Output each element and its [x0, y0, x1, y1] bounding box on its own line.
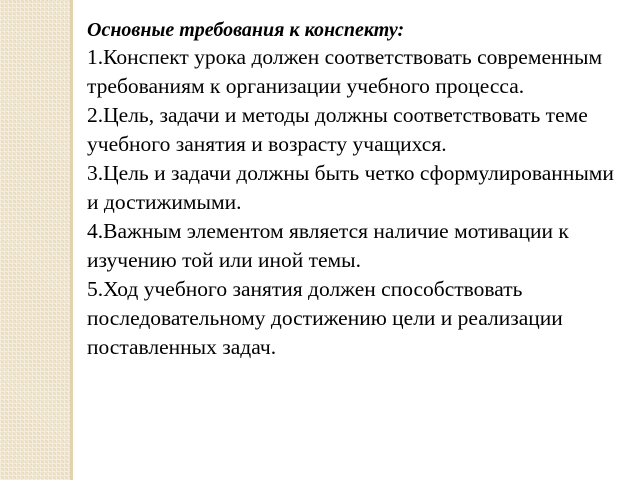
requirement-item-4: 4.Важным элементом является наличие мотивации к изучению той или иной темы.	[87, 219, 569, 272]
requirement-item-3: 3.Цель и задачи должны быть четко сформулированными и достижимыми.	[87, 161, 614, 214]
requirement-item-1: 1.Конспект урока должен соответствовать современным требованиям к организации учебного процесса.	[87, 45, 603, 98]
requirement-item-2: 2.Цель, задачи и методы должны соответствовать теме учебного занятия и возрасту учащихся.	[87, 103, 588, 156]
slide-content	[87, 18, 627, 362]
requirement-item-5: 5.Ход учебного занятия должен способствовать последовательному достижению цели и реализации поставленных задач.	[87, 277, 563, 359]
slide-heading: Основные требования к конспекту:	[87, 19, 405, 41]
decorative-side-strip	[0, 0, 70, 480]
side-strip-edge	[70, 0, 73, 480]
